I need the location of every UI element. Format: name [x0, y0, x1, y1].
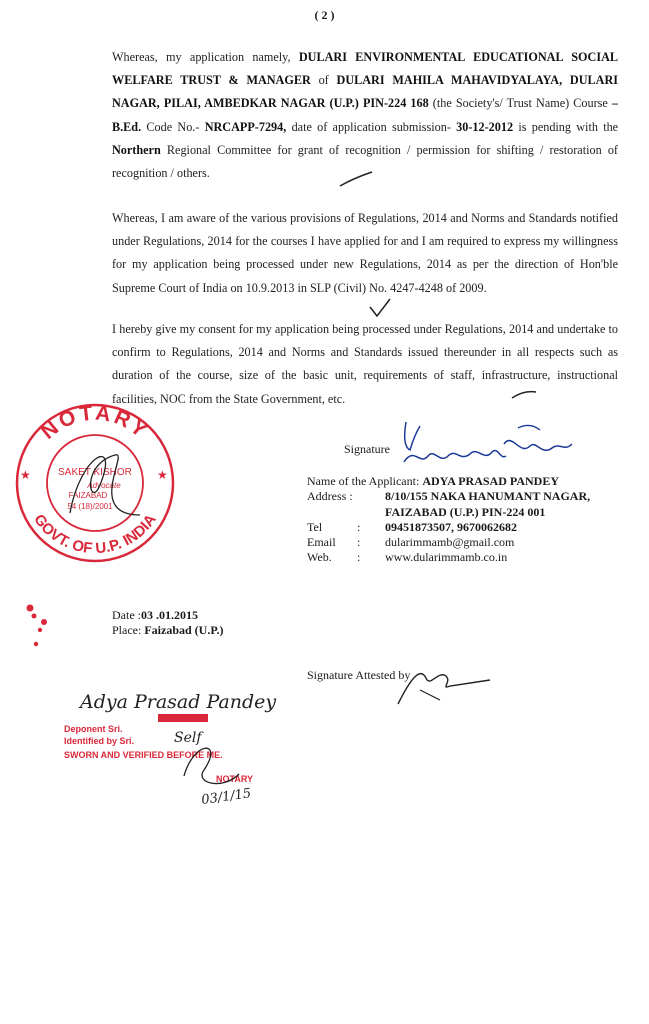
place-line: Place: Faizabad (U.P.): [112, 623, 224, 637]
svg-text:FAIZABAD: FAIZABAD: [68, 491, 108, 500]
paragraph-application: Whereas, my application namely, DULARI ENVIRONMENTAL EDUCATIONAL SOCIAL WELFARE TRUST & MANAGER of DULARI MAHILA MAHAVIDYALAYA, DULARI NAGAR, PILAI, AMBEDKAR NAGAR (U.P.) PIN-224 168 (the Society's/ Trust Name) Course – B.Ed. Code No.- NRCAPP-7294, date of application submission- 30-12-2012 is pending with the Northern Regional Committee for grant of recognition / permission for shifting / restoration of recognition / others.: [112, 50, 619, 181]
svg-text:NOTARY: NOTARY: [36, 401, 154, 444]
applicant-name: Name of the Applicant: ADYA PRASAD PANDEY: [307, 474, 559, 488]
svg-text:★: ★: [157, 468, 168, 482]
checkmark-icon: [368, 297, 392, 319]
svg-text:Deponent Sri.: Deponent Sri.: [64, 724, 123, 734]
attesting-signature: [380, 660, 500, 710]
svg-text:Advocate: Advocate: [87, 481, 121, 490]
signature-label: Signature: [344, 442, 390, 456]
red-ink-marks: [22, 600, 62, 650]
svg-text:03/1/15: 03/1/15: [200, 786, 253, 808]
verification-block: [64, 680, 294, 810]
date-line: Date :03 .01.2015: [112, 608, 198, 622]
checkmark-icon: [338, 170, 374, 188]
tel-row: Tel : 09451873507, 9670062682: [307, 520, 517, 534]
svg-text:54 (18)/2001: 54 (18)/2001: [67, 502, 113, 511]
svg-text:Adya Prasad Pandey: Adya Prasad Pandey: [80, 691, 277, 713]
paragraph-regulations: Whereas, I am aware of the various provisions of Regulations, 2014 and Norms and Standards notified under Regulations, 2014 for the courses I have applied for and I am required to express my willingness for my application being processed under new Regulations, 2014 as per the direction of Hon'ble Supreme Court of India on 10.9.2013 in SLP (Civil) No. 4247-4248 of 2009.: [112, 211, 618, 295]
email-row: Email : dularimmamb@gmail.com: [307, 535, 515, 549]
signature-attested-label: Signature Attested by: [307, 668, 411, 682]
checkmark-icon: [510, 388, 538, 400]
applicant-signature: [400, 416, 580, 476]
paragraph-consent: I hereby give my consent for my application being processed under Regulations, 2014 and undertake to confirm to Regulations, 2014 and Norms and Standards issued thereunder in all respects such as duration of the course, size of the basic unit, requirements of staff, infrastructure, instructional facilities, NOC from the State Government, etc.: [112, 322, 618, 406]
svg-text:Identified by Sri.: Identified by Sri.: [64, 736, 135, 746]
address-row: Address : 8/10/155 NAKA HANUMANT NAGAR,: [307, 489, 591, 503]
svg-text:SAKET KISHOR: SAKET KISHOR: [58, 467, 132, 478]
page-number: ( 2 ): [314, 8, 335, 22]
notary-stamp: [10, 395, 180, 565]
web-row: Web. : www.dularimmamb.co.in: [307, 550, 508, 564]
svg-text:NOTARY: NOTARY: [216, 774, 253, 784]
svg-text:GOVT. OF U.P. INDIA: GOVT. OF U.P. INDIA: [30, 511, 160, 558]
svg-text:Self: Self: [174, 730, 202, 746]
svg-text:SWORN AND VERIFIED BEFORE ME.: SWORN AND VERIFIED BEFORE ME.: [64, 750, 223, 760]
svg-text:★: ★: [20, 468, 31, 482]
